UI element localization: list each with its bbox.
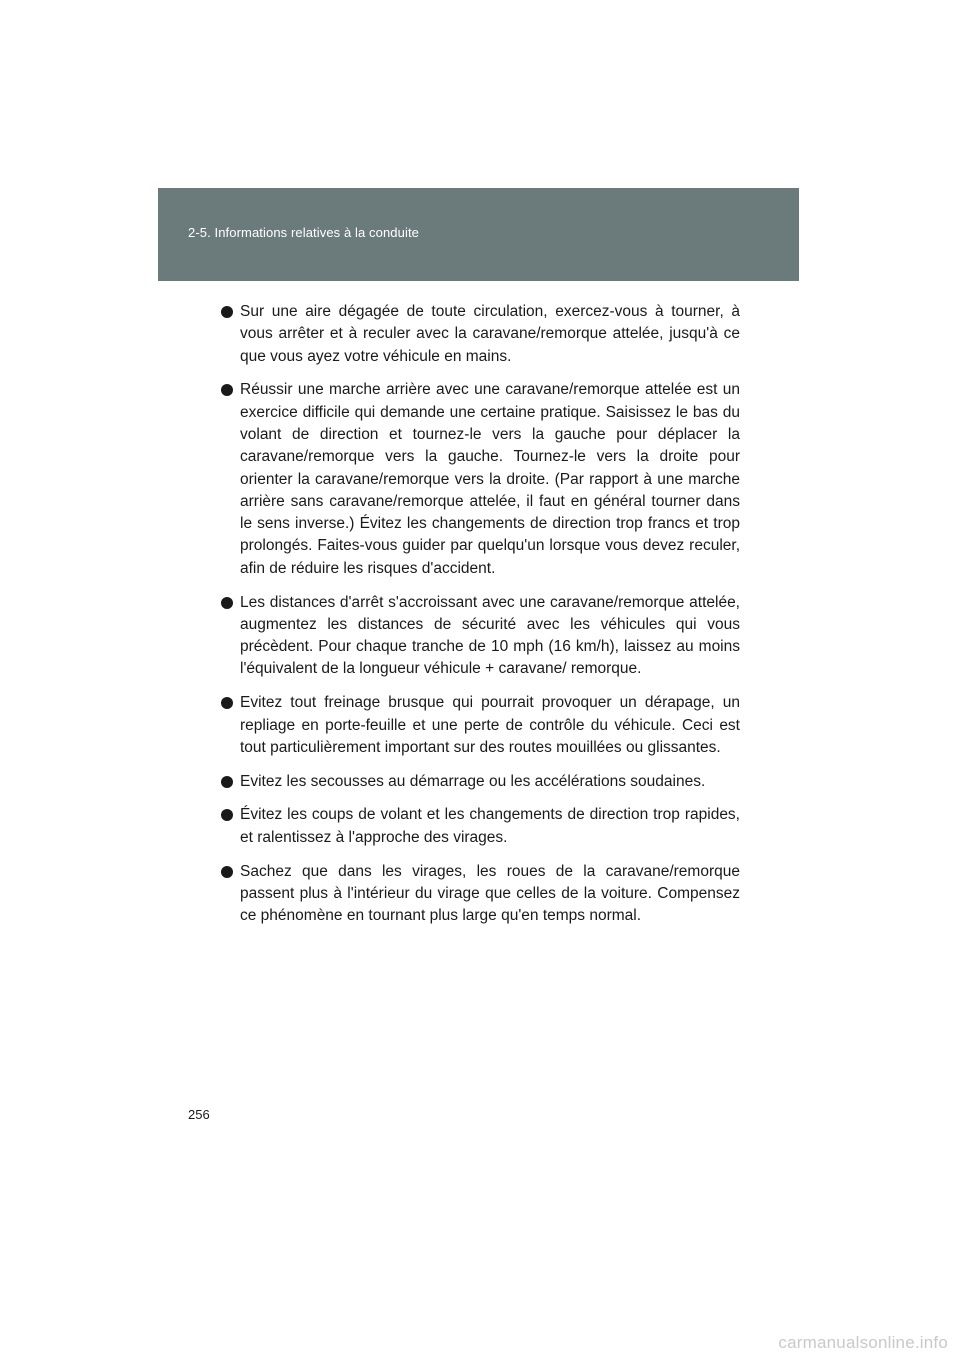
list-item-text: Réussir une marche arrière avec une caravane/remorque attelée est un exercice difficile qui demande une certaine pratique. Saisissez le bas du volant de direction et tournez-le vers la gauche pour déplacer la caravane/remorque vers la gauche. Tournez-le vers la droite pour orienter la caravane/remorque vers la droite. (Par rapport à une marche arrière sans caravane/remorque attelée, il faut en général tourner dans le sens inverse.) Évitez les changements de direction trop francs et trop prolongés. Faites-vous guider par quelqu'un lorsque vous devez reculer, afin de réduire les risques d'accident. — [240, 381, 740, 577]
bullet-dot-icon — [221, 306, 233, 318]
list-item — [216, 379, 740, 580]
list-item — [216, 861, 740, 928]
bullet-dot-icon — [221, 776, 233, 788]
page-number: 256 — [188, 1107, 210, 1122]
bullet-list — [216, 301, 740, 939]
list-item — [216, 592, 740, 681]
bullet-dot-icon — [221, 697, 233, 709]
list-item — [216, 692, 740, 759]
list-item — [216, 301, 740, 368]
list-item-text: Les distances d'arrêt s'accroissant avec une caravane/remorque attelée, augmentez les distances de sécurité avec les véhicules qui vous précèdent. Pour chaque tranche de 10 mph (16 km/h), laissez au moins l'équivalent de la longueur véhicule + caravane/ remorque. — [240, 593, 740, 678]
list-item-text: Sur une aire dégagée de toute circulation, exercez-vous à tourner, à vous arrêter et à reculer avec la caravane/remorque attelée, jusqu'à ce que vous ayez votre véhicule en mains. — [240, 303, 740, 365]
list-item-text: Évitez les coups de volant et les changements de direction trop rapides, et ralentissez à l'approche des virages. — [240, 806, 740, 846]
bullet-dot-icon — [221, 384, 233, 396]
bullet-dot-icon — [221, 809, 233, 821]
watermark: carmanualsonline.info — [778, 1333, 948, 1352]
section-title: 2-5. Informations relatives à la conduite — [188, 225, 419, 240]
section-header-band — [158, 188, 799, 281]
bullet-dot-icon — [221, 866, 233, 878]
bullet-dot-icon — [221, 597, 233, 609]
list-item — [216, 804, 740, 849]
list-item-text: Sachez que dans les virages, les roues de la caravane/remorque passent plus à l'intérieur du virage que celles de la voiture. Compensez ce phénomène en tournant plus large qu'en temps normal. — [240, 862, 740, 925]
list-item — [216, 771, 740, 793]
list-item-text: Evitez tout freinage brusque qui pourrait provoquer un dérapage, un repliage en porte-feuille et une perte de contrôle du véhicule. Ceci est tout particulièrement important sur des routes mouillées ou glissantes. — [240, 694, 740, 756]
list-item-text: Evitez les secousses au démarrage ou les accélérations soudaines. — [240, 772, 706, 790]
